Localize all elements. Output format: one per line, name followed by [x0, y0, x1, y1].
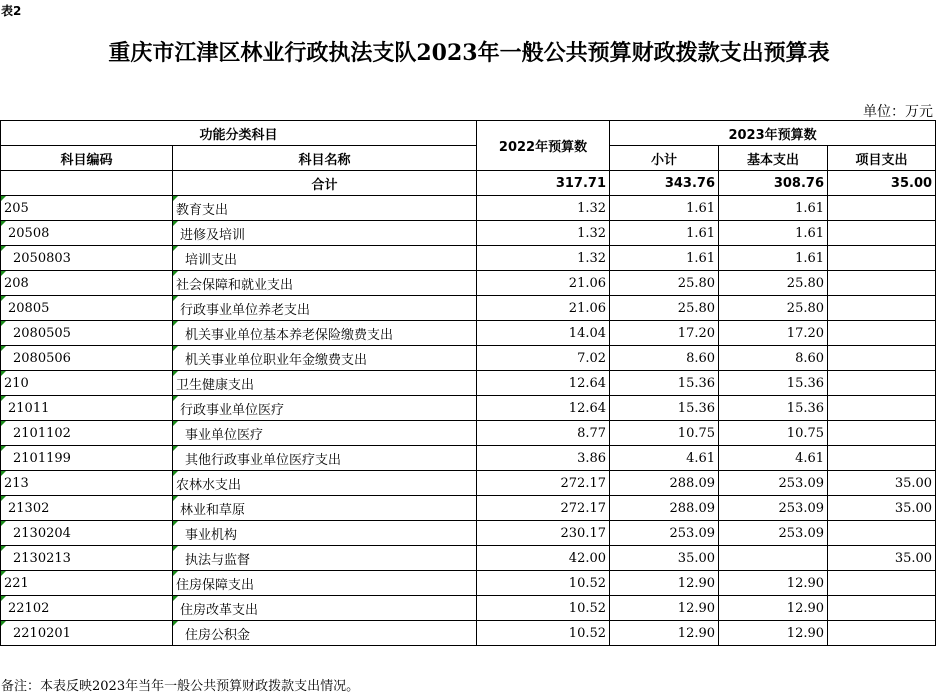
row-subtotal: 288.09: [610, 471, 719, 496]
row-code: 21302: [1, 496, 173, 521]
row-basic: 1.61: [719, 246, 828, 271]
table-row: [1, 271, 936, 296]
row-name: 其他行政事业单位医疗支出: [173, 446, 477, 471]
row-basic: 17.20: [719, 321, 828, 346]
row-subtotal: 1.61: [610, 196, 719, 221]
table-row: [1, 346, 936, 371]
row-project: [828, 321, 936, 346]
row-code: 20805: [1, 296, 173, 321]
row-subtotal: 8.60: [610, 346, 719, 371]
table-row: [1, 221, 936, 246]
row-project: [828, 371, 936, 396]
total-name: 合计: [173, 171, 477, 196]
row-subtotal: 288.09: [610, 496, 719, 521]
row-name: 事业单位医疗: [173, 421, 477, 446]
row-subtotal: 15.36: [610, 396, 719, 421]
row-code: 2210201: [1, 621, 173, 646]
row-code: 210: [1, 371, 173, 396]
row-budget-2022: 10.52: [477, 571, 610, 596]
row-project: [828, 246, 936, 271]
row-code: 213: [1, 471, 173, 496]
row-budget-2022: 8.77: [477, 421, 610, 446]
row-code: 2080505: [1, 321, 173, 346]
row-name: 林业和草原: [173, 496, 477, 521]
row-budget-2022: 1.32: [477, 221, 610, 246]
header-project: 项目支出: [828, 146, 936, 171]
row-name: 行政事业单位医疗: [173, 396, 477, 421]
header-basic: 基本支出: [719, 146, 828, 171]
row-project: [828, 446, 936, 471]
row-budget-2022: 10.52: [477, 596, 610, 621]
row-name: 机关事业单位基本养老保险缴费支出: [173, 321, 477, 346]
row-budget-2022: 10.52: [477, 621, 610, 646]
header-subtotal: 小计: [610, 146, 719, 171]
row-name: 住房改革支出: [173, 596, 477, 621]
table-row: [1, 546, 936, 571]
row-budget-2022: 230.17: [477, 521, 610, 546]
row-project: [828, 621, 936, 646]
total-row: [1, 171, 936, 196]
row-subtotal: 4.61: [610, 446, 719, 471]
row-code: 20508: [1, 221, 173, 246]
row-subtotal: 253.09: [610, 521, 719, 546]
row-code: 2130213: [1, 546, 173, 571]
row-name: 培训支出: [173, 246, 477, 271]
table-row: [1, 321, 936, 346]
row-project: 35.00: [828, 546, 936, 571]
row-code: 2101102: [1, 421, 173, 446]
row-code: 2101199: [1, 446, 173, 471]
header-name: 科目名称: [173, 146, 477, 171]
row-basic: 253.09: [719, 496, 828, 521]
table-row: [1, 296, 936, 321]
row-name: 机关事业单位职业年金缴费支出: [173, 346, 477, 371]
row-code: 2130204: [1, 521, 173, 546]
table-row: [1, 521, 936, 546]
row-basic: 253.09: [719, 521, 828, 546]
table-row: [1, 446, 936, 471]
row-budget-2022: 272.17: [477, 471, 610, 496]
row-project: 35.00: [828, 471, 936, 496]
row-subtotal: 35.00: [610, 546, 719, 571]
row-budget-2022: 14.04: [477, 321, 610, 346]
row-subtotal: 17.20: [610, 321, 719, 346]
row-budget-2022: 12.64: [477, 371, 610, 396]
row-code: 2080506: [1, 346, 173, 371]
row-project: [828, 571, 936, 596]
total-budget-2022: 317.71: [477, 171, 610, 196]
table-row: [1, 371, 936, 396]
row-name: 住房公积金: [173, 621, 477, 646]
row-project: 35.00: [828, 496, 936, 521]
budget-table: [0, 120, 936, 646]
table-row: [1, 621, 936, 646]
page-title: 重庆市江津区林业行政执法支队2023年一般公共预算财政拨款支出预算表: [108, 40, 830, 66]
row-name: 进修及培训: [173, 221, 477, 246]
row-budget-2022: 1.32: [477, 196, 610, 221]
row-project: [828, 196, 936, 221]
row-subtotal: 25.80: [610, 271, 719, 296]
row-subtotal: 12.90: [610, 621, 719, 646]
row-budget-2022: 21.06: [477, 271, 610, 296]
table-row: [1, 471, 936, 496]
row-basic: 12.90: [719, 596, 828, 621]
row-code: 22102: [1, 596, 173, 621]
row-project: [828, 221, 936, 246]
row-name: 执法与监督: [173, 546, 477, 571]
row-budget-2022: 272.17: [477, 496, 610, 521]
row-basic: 15.36: [719, 396, 828, 421]
row-budget-2022: 1.32: [477, 246, 610, 271]
row-subtotal: 25.80: [610, 296, 719, 321]
row-name: 社会保障和就业支出: [173, 271, 477, 296]
total-subtotal: 343.76: [610, 171, 719, 196]
row-basic: 1.61: [719, 196, 828, 221]
row-budget-2022: 7.02: [477, 346, 610, 371]
row-project: [828, 271, 936, 296]
row-basic: 25.80: [719, 296, 828, 321]
table-row: [1, 596, 936, 621]
row-basic: 253.09: [719, 471, 828, 496]
row-project: [828, 396, 936, 421]
table-row: [1, 571, 936, 596]
total-code: [1, 171, 173, 196]
row-budget-2022: 21.06: [477, 296, 610, 321]
row-basic: 25.80: [719, 271, 828, 296]
row-name: 住房保障支出: [173, 571, 477, 596]
row-subtotal: 1.61: [610, 246, 719, 271]
row-code: 205: [1, 196, 173, 221]
row-project: [828, 346, 936, 371]
header-code: 科目编码: [1, 146, 173, 171]
table-label: 表2: [1, 4, 22, 18]
table-row: [1, 396, 936, 421]
row-name: 卫生健康支出: [173, 371, 477, 396]
unit-label: 单位：万元: [863, 104, 933, 120]
row-project: [828, 521, 936, 546]
row-code: 21011: [1, 396, 173, 421]
header-func-class: 功能分类科目: [1, 121, 477, 146]
row-subtotal: 10.75: [610, 421, 719, 446]
row-name: 事业机构: [173, 521, 477, 546]
row-basic: 12.90: [719, 571, 828, 596]
row-budget-2022: 3.86: [477, 446, 610, 471]
row-code: 208: [1, 271, 173, 296]
table-row: [1, 196, 936, 221]
row-name: 行政事业单位养老支出: [173, 296, 477, 321]
row-name: 教育支出: [173, 196, 477, 221]
row-subtotal: 1.61: [610, 221, 719, 246]
row-basic: 8.60: [719, 346, 828, 371]
total-basic: 308.76: [719, 171, 828, 196]
table-row: [1, 246, 936, 271]
row-basic: 15.36: [719, 371, 828, 396]
row-basic: [719, 546, 828, 571]
row-budget-2022: 42.00: [477, 546, 610, 571]
row-project: [828, 596, 936, 621]
row-budget-2022: 12.64: [477, 396, 610, 421]
header-budget-2023: 2023年预算数: [610, 121, 936, 146]
row-project: [828, 296, 936, 321]
row-basic: 10.75: [719, 421, 828, 446]
total-project: 35.00: [828, 171, 936, 196]
row-code: 221: [1, 571, 173, 596]
row-subtotal: 12.90: [610, 596, 719, 621]
row-name: 农林水支出: [173, 471, 477, 496]
row-basic: 1.61: [719, 221, 828, 246]
row-project: [828, 421, 936, 446]
table-row: [1, 496, 936, 521]
row-code: 2050803: [1, 246, 173, 271]
row-basic: 4.61: [719, 446, 828, 471]
row-subtotal: 12.90: [610, 571, 719, 596]
row-subtotal: 15.36: [610, 371, 719, 396]
header-budget-2022: 2022年预算数: [477, 121, 610, 171]
footnote: 备注：本表反映2023年当年一般公共预算财政拨款支出情况。: [1, 679, 360, 694]
table-row: [1, 421, 936, 446]
row-basic: 12.90: [719, 621, 828, 646]
